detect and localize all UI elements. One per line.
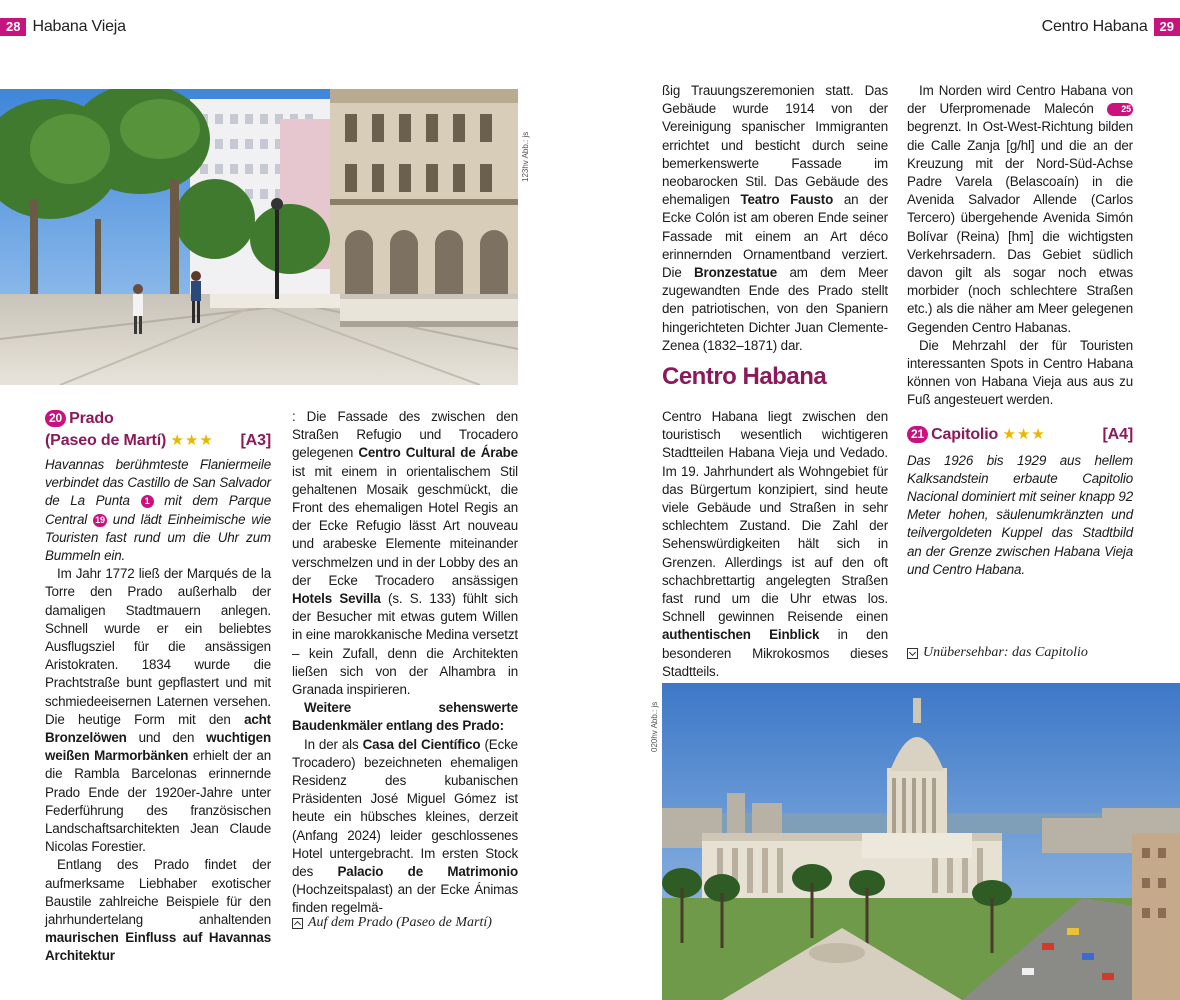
running-head-left bbox=[0, 18, 132, 36]
caption-arrow-down-icon bbox=[907, 648, 918, 659]
photo-credit-prado: 123hv Abb.: js bbox=[521, 131, 530, 182]
photo-caption-capitolio: Unübersehbar: das Capitolio bbox=[907, 645, 1088, 661]
reference-badge: 1 bbox=[141, 495, 154, 508]
poi-intro: Havannas berühmteste Flaniermeile verbindet das Castillo de San Salvador de La Punta 1 mit dem Parque Central 19 und lädt Einheimische wie Touristen fast rund um die Uhr zum Bummeln ein. bbox=[45, 457, 272, 564]
reference-badge: 19 bbox=[95, 514, 105, 525]
section-title: Centro Habana bbox=[662, 363, 827, 390]
map-grid-ref: [A3] bbox=[240, 432, 271, 449]
paragraph: Centro Habana liegt zwischen den touristisch wesentlich wichtigeren Stadtteilen Habana Vieja und Vedado. Im 19. Jahrhundert als Wohngebiet für das Bürgertum konzipiert, sind heute viele Gebäude und Straßen in sehr schlechtem Zustand. Die Zahl der Sehenswürdigkeiten hält sich in Grenzen. Allerdings ist auf den oft schachbrettartig angelegten Straßen fast rund um die Uhr etwas los. Schnell gewinnen Reisende einen authentischen Einblick in den besonderen Mikrokosmos dieses Stadtteils. bbox=[662, 409, 889, 679]
running-head-right bbox=[1036, 18, 1180, 36]
poi-subtitle: (Paseo de Martí) bbox=[45, 432, 167, 449]
poi-subheading-prado bbox=[45, 430, 271, 452]
star-rating-icon: ★★★ bbox=[1002, 425, 1046, 443]
capitolio-photo-illustration bbox=[662, 683, 1180, 1000]
right-column-1 bbox=[662, 82, 888, 355]
paragraph: : Die Fassade des zwischen den Straßen Refugio und Trocadero gelegenen Centro Cultural de Árabe ist mit einem in orientalischem Stil gehaltenen Mosaik geschmückt, die Front des ehemaligen Hotel Regis an der Ecke Refugio lässt Art nouveau und arabeske Elemente miteinander verschmelzen und in der Lobby des an der Ecke Trocadero ansässigen Hotels Sevilla (s. S. 133) fühlt sich der Besucher mit etwas gutem Willen in eine marokkanische Medina versetzt – kein Zufall, denn die Architekten ließen sich von der Alhambra in Granada inspirieren. bbox=[292, 409, 518, 698]
page-number-left: 28 bbox=[0, 18, 26, 36]
poi-number-badge: 20 bbox=[45, 410, 66, 427]
paragraph: Im Norden wird Centro Habana von der Uferpromenade Malecón 25 begrenzt. In Ost-West-Richtung bilden die Calle Zanja [g/hl] und die an der Kreuzung mit der Nord-Süd-Achse Padre Varela (Belascoaín) in die Avenida Salvador Allende (Carlos Tercero) übergehende Avenida Simón Bolívar (Reina) [hm] die wichtigsten Verkehrsadern. Das Gebiet südlich davon gilt als sogar noch etwas morbider (noch schlechtere Straßen etc.) als die näher am Meer gelegenen Gegenden Centro Habanas. bbox=[907, 83, 1133, 335]
paragraph: In der als Casa del Científico (Ecke Trocadero) bezeichneten ehemaligen Residenz des kubanischen Präsidenten José Miguel Gómez ist heute ein hübsches kleines, derzeit (Anfang 2024) leider geschlossenes Hotel untergebracht. Im ersten Stock des Palacio de Matrimonio (Hochzeitspalast) an der Ecke Ánimas finden regelmä- bbox=[292, 736, 518, 916]
poi-intro: Das 1926 bis 1929 aus hellem Kalksandstein erbaute Capitolio Nacional dominiert mit seiner knapp 92 Meter hohen, säulenumkränzten und teilvergoldeten Kuppel das Stadtbild an der Grenze zwischen Habana Vieja und Centro Habana. bbox=[907, 452, 1133, 577]
prado-photo-illustration bbox=[0, 89, 518, 385]
paragraph: Im Jahr 1772 ließ der Marqués de la Torre den Prado außerhalb der damaligen Stadtmauern anlegen. Schnell wurde er ein beliebtes Ausflugsziel für die ansässigen Aristokraten. 1834 wurde die Prachtstraße bunt gepflastert und mit schmiedeeisernen Laternen versehen. Die heutige Form mit den acht Bronzelöwen und den wuchtigen weißen Marmorbänken erhielt der an die Rambla Barcelonas erinnernde Prado Ende der 1920er-Jahre unter Federführung des französischen Landschaftsarchitekten Jean Claude Nicolas Forestier. bbox=[45, 566, 271, 855]
paragraph: Entlang des Prado findet der aufmerksame Liebhaber exotischer Baustile zahlreiche Beispiele für den jahrhundertelang anhaltenden maurischen Einfluss auf Havannas Architektur bbox=[45, 857, 271, 964]
right-column-1-lower bbox=[662, 408, 888, 681]
photo-caption-prado: Auf dem Prado (Paseo de Martí) bbox=[292, 915, 492, 931]
poi-title: Capitolio bbox=[931, 425, 999, 443]
map-grid-ref: [A4] bbox=[1102, 425, 1133, 443]
right-column-2 bbox=[907, 82, 1133, 579]
reference-badge: 25 bbox=[1107, 103, 1133, 116]
left-column-2 bbox=[292, 408, 518, 918]
page-number-right: 29 bbox=[1154, 18, 1180, 36]
poi-title: Prado bbox=[69, 410, 114, 427]
paragraph: ßig Trauungszeremonien statt. Das Gebäude wurde 1914 von der Vereinigung spanischer Immigranten errichtet und besticht durch seine bemerkenswerte Fassade im neobarocken Stil. Das Gebäude des ehemaligen Teatro Fausto an der Ecke Colón ist am oberen Ende seiner Fassade mit einem an Art déco erinnernden Ornamentband verziert. Die Bronzestatue am dem Meer zugewandten Ende des Prado stellt den patriotischen, von den Spaniern hingerichteten Dichter Juan Clemente-Zenea (1832–1871) dar. bbox=[662, 83, 889, 353]
capitolio-photo bbox=[662, 683, 1180, 1000]
star-rating-icon: ★★★ bbox=[170, 432, 214, 449]
poi-number-badge: 21 bbox=[907, 426, 928, 443]
paragraph: Die Mehrzahl der für Touristen interessanten Spots in Centro Habana können von Habana Vieja aus aus zu Fuß angesteuert werden. bbox=[907, 337, 1133, 408]
prado-photo bbox=[0, 89, 518, 385]
subheading: Weitere sehenswerte Baudenkmäler entlang des Prado: bbox=[292, 700, 518, 734]
left-column-1 bbox=[45, 408, 271, 966]
running-head-title-left: Habana Vieja bbox=[32, 18, 126, 35]
photo-credit-capitolio: 020hv Abb.: js bbox=[650, 701, 659, 752]
poi-heading-prado bbox=[45, 408, 271, 430]
caption-arrow-up-icon bbox=[292, 918, 303, 929]
poi-heading-capitolio bbox=[907, 424, 1133, 446]
running-head-title-right: Centro Habana bbox=[1041, 18, 1148, 35]
